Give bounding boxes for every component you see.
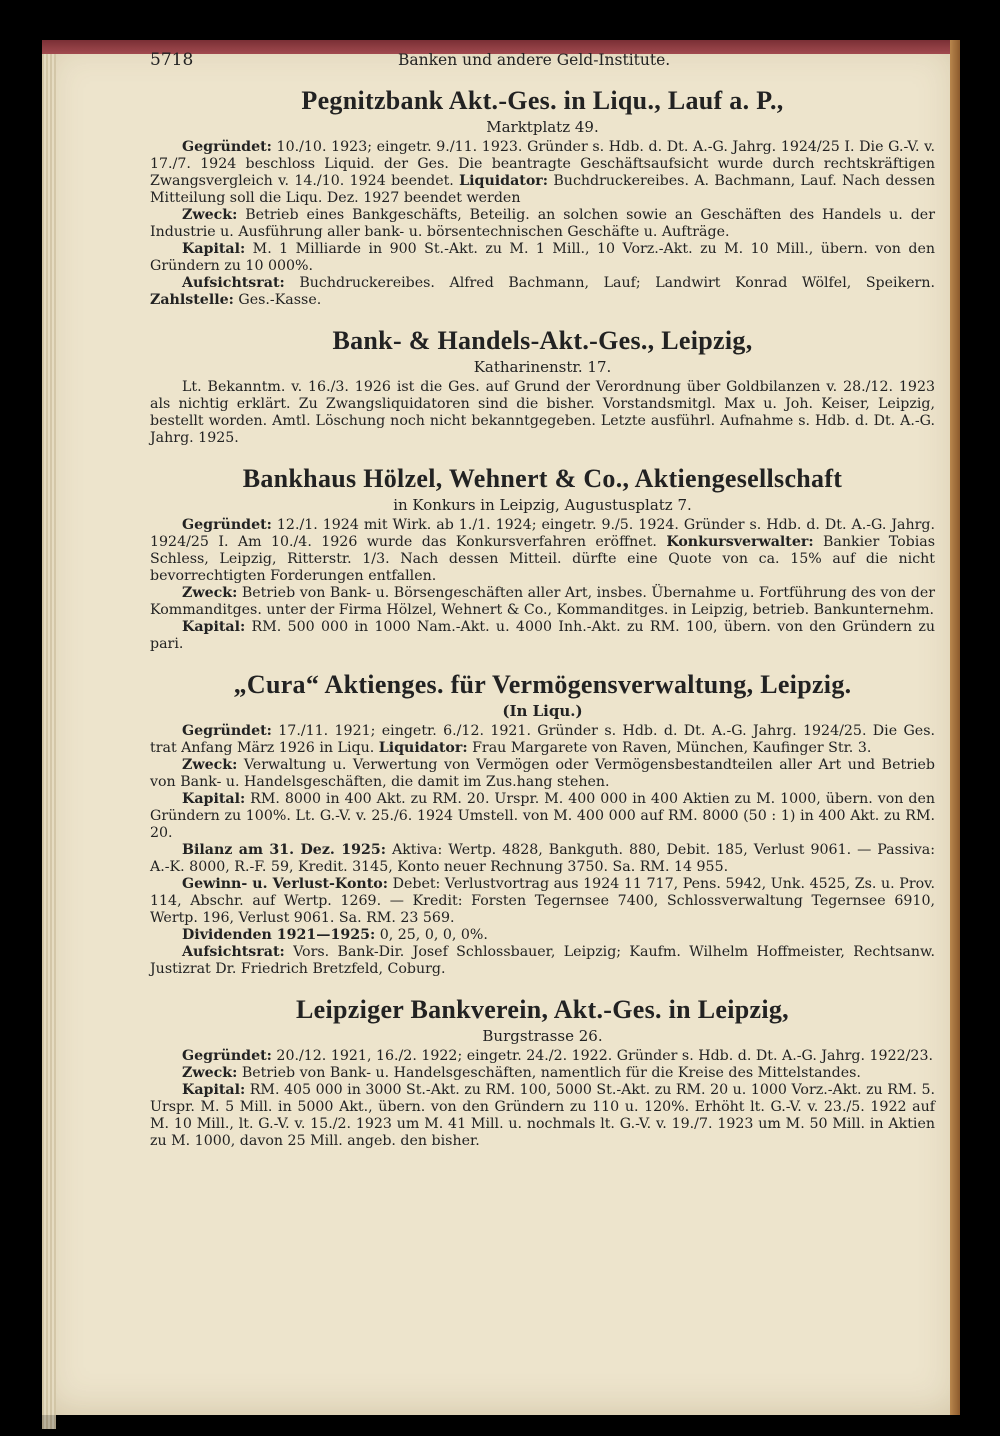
- field-text: RM. 405 000 in 3000 St.-Akt. zu RM. 100, 5000 St.-Akt. zu RM. 20 u. 1000 Vorz.-Akt. zu RM. 5. Urspr. M. 5 Mill. in 5000 Akt., übern. von den Gründern zu 110 u. 120%. Erhöht lt. G.-V. v. 23./5. 1922 auf M. 10 Mill., lt. G.-V. v. 15./2. 1923 um M. 41 Mill. u. nochmals lt. G.-V. v. 19./7. 1923 um M. 50 Mill. in Aktien zu M. 1000, davon 25 Mill. angeb. den bisher.: [150, 1082, 935, 1149]
- field-text: M. 1 Milliarde in 900 St.-Akt. zu M. 1 Mill., 10 Vorz.-Akt. zu M. 10 Mill., übern. von den Gründern zu 10 000%.: [150, 241, 935, 274]
- entry-paragraph: [150, 723, 935, 757]
- entry-paragraph: [150, 1048, 935, 1065]
- entry-title: Leipziger Bankverein, Akt.-Ges. in Leipzig,: [296, 995, 789, 1024]
- entry-paragraph: [150, 1082, 935, 1150]
- entry-title: Pegnitzbank Akt.-Ges. in Liqu., Lauf a. P.,: [301, 86, 784, 115]
- field-text: Ges.-Kasse.: [233, 292, 322, 308]
- running-title: Banken und andere Geld-Institute.: [398, 51, 671, 69]
- entry-paragraph: [150, 207, 935, 241]
- field-label: Gegründet:: [182, 1048, 272, 1064]
- entry-title: Bank- & Handels-Akt.-Ges., Leipzig,: [332, 326, 753, 355]
- field-text: 0, 25, 0, 0, 0%.: [375, 927, 488, 943]
- field-text: 17./11. 1921; eingetr. 6./12. 1921. Gründer s. Hdb. d. Dt. A.-G. Jahrg. 1924/25. Die Ges. trat Anfang März 1926 in Liqu.: [150, 723, 935, 756]
- field-label: Zweck:: [182, 757, 238, 773]
- field-label: Zweck:: [182, 207, 238, 223]
- field-label: Liquidator:: [378, 740, 468, 756]
- entry-paragraph: [150, 585, 935, 619]
- entry-paragraph: [150, 139, 935, 207]
- running-header: [150, 52, 935, 69]
- entry-title: „Cura“ Aktienges. für Vermögensverwaltung, Leipzig.: [233, 670, 852, 699]
- entry-paragraph: [150, 927, 935, 944]
- entry-paragraph: [150, 842, 935, 876]
- field-text: 10./10. 1923; eingetr. 9./11. 1923. Gründer s. Hdb. d. Dt. A.-G. Jahrg. 1924/25 I. Die G.-V. v. 17./7. 1924 beschloss Liquid. der Ges. Die beantragte Geschäftsaufsicht wurde durch rechtskräftigen Zwangsvergleich v. 14./10. 1924 beendet.: [150, 139, 935, 189]
- page-stack-edge: [42, 54, 56, 1429]
- field-text: Betrieb eines Bankgeschäfts, Beteilig. an solchen sowie an Geschäften des Handels u. der Industrie u. Ausführung aller bank- u. börsentechnischen Geschäfte u. Aufträge.: [150, 207, 935, 240]
- field-text: Betrieb von Bank- u. Börsengeschäften aller Art, insbes. Übernahme u. Fortführung des von der Kommanditges. unter der Firma Hölzel, Wehnert & Co., Kommanditges. in Leipzig, betrieb. Bankunternehm.: [150, 585, 935, 618]
- field-text: 12./1. 1924 mit Wirk. ab 1./1. 1924; eingetr. 9./5. 1924. Gründer s. Hdb. d. Dt. A.-G. Jahrg. 1924/25 I. Am 10./4. 1926 wurde das Konkursverfahren eröffnet.: [150, 517, 935, 550]
- field-label: Zahlstelle:: [150, 292, 234, 308]
- entry-paragraph: [150, 275, 935, 309]
- field-label: Zweck:: [182, 1065, 238, 1081]
- entry-leipziger-bankverein: [150, 994, 935, 1150]
- entry-cura: [150, 669, 935, 978]
- entry-paragraph: [150, 757, 935, 791]
- field-text: Buchdruckereibes. A. Bachmann, Lauf. Nach dessen Mitteilung soll die Liqu. Dez. 1927 beendet werden: [150, 173, 935, 206]
- entry-pegnitzbank: [150, 85, 935, 309]
- entry-address: in Konkurs in Leipzig, Augustusplatz 7.: [393, 496, 692, 514]
- field-text: Aktiva: Wertp. 4828, Bankguth. 880, Debit. 185, Verlust 9061. — Passiva: A.-K. 8000, R.-F. 59, Kredit. 3145, Konto neuer Rechnung 3750. Sa. RM. 14 955.: [150, 842, 935, 875]
- field-label: Bilanz am 31. Dez. 1925:: [182, 842, 386, 858]
- field-label: Gegründet:: [182, 517, 272, 533]
- page-number: 5718: [150, 50, 194, 70]
- page-content: [150, 52, 935, 1166]
- entry-address: Burgstrasse 26.: [482, 1027, 603, 1045]
- book-spine-edge: [950, 40, 960, 1415]
- field-label: Gegründet:: [182, 723, 272, 739]
- field-label: Konkursverwalter:: [666, 534, 814, 550]
- field-label: Aufsichtsrat:: [182, 275, 285, 291]
- field-text: Buchdruckereibes. Alfred Bachmann, Lauf; Landwirt Konrad Wölfel, Speikern.: [284, 275, 935, 291]
- field-text: RM. 500 000 in 1000 Nam.-Akt. u. 4000 Inh.-Akt. zu RM. 100, übern. von den Gründern zu pari.: [150, 619, 935, 652]
- field-text: Betrieb von Bank- u. Handelsgeschäften, namentlich für die Kreise des Mittelstandes.: [237, 1065, 861, 1081]
- field-label: Kapital:: [182, 619, 246, 635]
- entry-paragraph: [150, 241, 935, 275]
- field-text: Vors. Bank-Dir. Josef Schlossbauer, Leipzig; Kaufm. Wilhelm Hoffmeister, Rechtsanw. Justizrat Dr. Friedrich Bretzfeld, Coburg.: [150, 944, 935, 977]
- entry-paragraph: [150, 517, 935, 585]
- field-label: Kapital:: [182, 791, 246, 807]
- field-label: Liquidator:: [459, 173, 549, 189]
- entry-paragraph: [150, 944, 935, 978]
- entry-paragraph: [150, 876, 935, 927]
- entry-paragraph: [150, 791, 935, 842]
- field-label: Gegründet:: [182, 139, 272, 155]
- entry-bankhaus-hoelzel: [150, 463, 935, 653]
- entry-paragraph: [150, 379, 935, 447]
- field-label: Kapital:: [182, 241, 246, 257]
- field-text: 20./12. 1921, 16./2. 1922; eingetr. 24./2. 1922. Gründer s. Hdb. d. Dt. A.-G. Jahrg. 1922/23.: [271, 1048, 933, 1064]
- field-text: Debet: Verlustvortrag aus 1924 11 717, Pens. 5942, Unk. 4525, Zs. u. Prov. 114, Abschr. auf Wertp. 1269. — Kredit: Forsten Tegernsee 7400, Schlossverwaltung Tegernsee 6910, Wertp. 196, Verlust 9061. Sa. RM. 23 569.: [150, 876, 935, 926]
- entry-bank-handels: [150, 325, 935, 447]
- field-label: Zweck:: [182, 585, 238, 601]
- entry-status: (In Liqu.): [502, 702, 583, 720]
- field-text: Lt. Bekanntm. v. 16./3. 1926 ist die Ges. auf Grund der Verordnung über Goldbilanzen v. 28./12. 1923 als nichtig erklärt. Zu Zwangsliquidatoren sind die bisher. Vorstandsmitgl. Max u. Joh. Keiser, Leipzig, bestellt worden. Amtl. Löschung noch nicht bekanntgegeben. Letzte ausführl. Aufnahme s. Hdb. d. Dt. A.-G. Jahrg. 1925.: [150, 379, 935, 446]
- field-label: Kapital:: [182, 1082, 246, 1098]
- field-text: RM. 8000 in 400 Akt. zu RM. 20. Urspr. M. 400 000 in 400 Aktien zu M. 1000, übern. von den Gründern zu 100%. Lt. G.-V. v. 25./6. 1924 Umstell. von M. 400 000 auf RM. 8000 (50 : 1) in 400 Akt. zu RM. 20.: [150, 791, 935, 841]
- field-text: Frau Margarete von Raven, München, Kaufinger Str. 3.: [467, 740, 872, 756]
- entry-title: Bankhaus Hölzel, Wehnert & Co., Aktiengesellschaft: [242, 464, 843, 493]
- entry-address: Marktplatz 49.: [486, 118, 599, 136]
- field-label: Gewinn- u. Verlust-Konto:: [182, 876, 388, 892]
- entry-paragraph: [150, 619, 935, 653]
- field-text: Bankier Tobias Schless, Leipzig, Ritterstr. 1/3. Nach dessen Mitteil. dürfte eine Quote von ca. 15% auf die nicht bevorrechtigten Forderungen entfallen.: [150, 534, 935, 584]
- entry-address: Katharinenstr. 17.: [473, 358, 612, 376]
- field-label: Dividenden 1921—1925:: [182, 927, 376, 943]
- field-text: Verwaltung u. Verwertung von Vermögen oder Vermögensbestandteilen aller Art und Betrieb von Bank- u. Handelsgeschäften, die damit im Zus.hang stehen.: [150, 757, 935, 790]
- field-label: Aufsichtsrat:: [182, 944, 285, 960]
- entry-paragraph: [150, 1065, 935, 1082]
